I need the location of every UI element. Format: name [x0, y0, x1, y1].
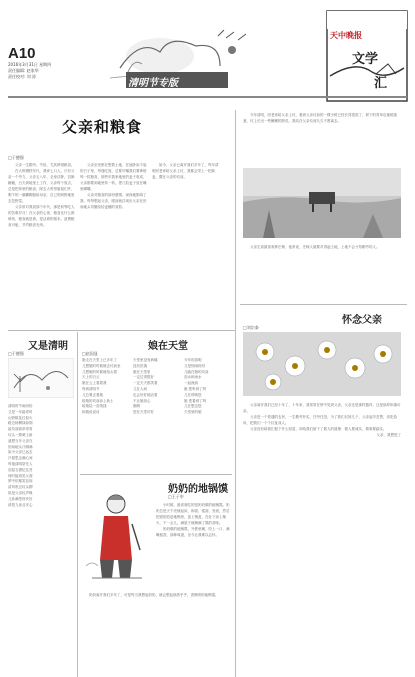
- column-divider: [235, 110, 236, 677]
- page-number: A10: [8, 45, 36, 62]
- meta-line: 责任编辑: 赵家华: [8, 68, 39, 73]
- poem-line: 您在天堂可好: [133, 410, 154, 415]
- poem-line: 山野桃花红似火: [8, 415, 33, 420]
- main-author: □于德强: [8, 155, 24, 160]
- poem-line: 清明时节雨纷纷: [8, 404, 33, 408]
- poem-line: 每逢清明祭先人: [8, 461, 33, 466]
- section-divider: [240, 304, 407, 305]
- poem-line: 儿孙满堂皆安好: [8, 496, 33, 501]
- guolu-caption-text: 奶奶离开我们多年了，可是每当我想起奶奶，就会想起那热乎乎、香喷喷的地锅馍。: [89, 593, 219, 597]
- huainian-paragraph: 父亲离开我们已经十年了，十年来，我常常在梦中见到父亲，父亲还是那样慈祥，还是那样和蔼可亲。: [243, 403, 401, 413]
- poem-line: 娘啊: [133, 404, 140, 409]
- right-paragraph: 今年清明，回老家给父亲上坟，看到父亲坟前的一棵小树已经长得很高了，树下的青草也郁郁葱葱，坟上长出一些嫩嫩的野花，我站在父亲坟前久久不愿离去。: [243, 113, 397, 123]
- poem-line: 又是细雨纷纷: [184, 363, 205, 368]
- poem-line: 似是父亲轻声唤: [8, 490, 33, 495]
- column-divider: [77, 332, 78, 677]
- main-paragraph: 父亲对粮食的那份感情，深深地影响了我，每每想起父亲，眼前就浮现出父亲在田间地头弯腰捡拾麦穗的身影。: [80, 193, 147, 209]
- poem-line: 娘在云上看着我: [82, 381, 107, 386]
- qingming-author: □于德强: [8, 351, 24, 356]
- poem-line: 何时能再见父面: [8, 473, 33, 478]
- qingming-ink-illustration: [8, 358, 74, 398]
- poem-line: 路边杨柳绿如烟: [8, 421, 33, 426]
- brand-subtitle: 汇: [374, 76, 388, 91]
- poem-line: 天上的白云: [82, 375, 100, 380]
- countryside-photo: [243, 168, 401, 238]
- main-column-3: [152, 162, 220, 180]
- poem-line: 给娘的坟前添上新土: [82, 398, 114, 403]
- huainian-paragraph: 父亲没有给我们留下什么财富，却给我们留下了做人的道理：做人要诚实，做事要踏实。: [250, 427, 387, 431]
- poem-line: 清风吹过坟头柳: [8, 485, 33, 490]
- daisy-flowers-photo: [243, 332, 401, 396]
- poem-line: 天堂里的娘: [184, 410, 202, 415]
- page-meta: [8, 62, 51, 80]
- huainian-author: □刘宗泰: [243, 325, 259, 330]
- guolu-caption: [82, 592, 232, 598]
- poem-line: 娘在天堂里: [133, 369, 151, 374]
- poem-line: 儿想娘的时候就去坟前坐: [82, 363, 121, 368]
- guolu-paragraph: 小时候，最喜欢吃的是奶奶做的地锅馍。奶奶总是天不亮就起床，和面、揉面、发面，然后把面团放进地锅里，盖上锅盖，在灶下添上柴火，不一会儿，满屋子就飘满了馍的香味。: [156, 503, 230, 525]
- poem-line: 儿在想念您: [184, 404, 202, 409]
- qingming-title: 又是清明: [28, 341, 68, 352]
- huainian-title: 怀念父亲: [342, 315, 382, 326]
- header-rule: [8, 96, 407, 98]
- banner-title: 清明节专版: [128, 78, 178, 89]
- qingming-banner-illustration: [100, 28, 265, 92]
- poem-line: 一定天天都笑着: [133, 381, 158, 386]
- poem-line: 田间地头汗淋漓: [8, 444, 33, 449]
- tiantang-column-3: [184, 358, 232, 416]
- guolu-paragraph: 奶奶做的地锅馍，外焦里嫩，咬上一口，满嘴留香，那种味道，至今让我难以忘怀。: [156, 527, 230, 537]
- main-paragraph: 父亲一生勤劳、节俭，尤其珍惜粮食。: [15, 163, 75, 167]
- right-story-top: [243, 112, 401, 124]
- poem-line: 泪湿衣襟忆往昔: [8, 467, 33, 472]
- huainian-body: [243, 402, 401, 438]
- tiantang-column-1: [82, 358, 130, 416]
- section-divider: [80, 474, 232, 475]
- poem-line: 一起流淌: [184, 381, 198, 386]
- poem-line: 儿想娘的时候就抬头看: [82, 369, 117, 374]
- poem-line: 请您九泉且安心: [8, 502, 33, 507]
- grandma-illustration: [82, 480, 150, 584]
- main-paragraph: 在大炼钢铁年代，我家七口人，只有父亲一个劳力，父亲五八年，全身浮肿，饥肠辘辘，白天到地里上工作，父亲每个饭点，总是把家里的粮食，除去大哥哥姐姐们外，剩下的一碗糊糊留给母亲，自己则到野地里去挖野菜。: [8, 169, 75, 203]
- poem-line: 不让娘担心: [133, 398, 151, 403]
- meta-line: 责任校对: 刘 涛: [8, 74, 36, 79]
- huainian-paragraph: 父亲是一个普通的农民，一生勤劳朴实，任劳任怨，为了我们兄妹几个，父亲起早贪黑，省吃俭用，把我们一个个拉扯成人。: [243, 415, 397, 425]
- poem-line: 和娘说说话: [82, 410, 100, 415]
- poem-line: 一定过得很好: [133, 375, 154, 380]
- huainian-sign: 父亲，我想您了: [376, 433, 401, 437]
- poem-line: 娘 您听到了吗: [184, 386, 207, 391]
- poem-line: 娘 您看到了吗: [184, 398, 207, 403]
- meta-line: 2016年3月31日 星期四: [8, 62, 52, 67]
- poem-line: 儿在人间: [133, 386, 147, 391]
- poem-line: 没有饥饿: [133, 363, 147, 368]
- tiantang-column-2: [133, 358, 181, 416]
- poem-line: 如今父亲已远去: [8, 450, 33, 455]
- qingming-poem: [8, 404, 74, 508]
- guolu-body: [156, 502, 232, 538]
- main-paragraph: 如今，父亲已离开我们多年了，每年清明回老家给父亲上坟，我都会带上一把新麦，撒在父亲的坟前。: [152, 163, 219, 179]
- poem-line: 儿在呼唤您: [184, 392, 202, 397]
- poem-line: 坟头一捧黄土新: [8, 432, 33, 437]
- guolu-author: □王子申: [168, 494, 184, 499]
- right-story-bottom: [243, 244, 401, 250]
- brand-logo: 天中晚报: [330, 31, 362, 40]
- brand-title: 文学: [352, 52, 379, 67]
- poem-line: 娘走在天堂上已多年了: [82, 358, 117, 362]
- poem-line: 遥想当年父亲在: [8, 438, 33, 443]
- main-column-1: [8, 162, 75, 228]
- poem-line: 今年的清明: [184, 358, 202, 362]
- poem-line: 又是一年踏青时: [8, 409, 33, 414]
- main-column-2: [80, 162, 148, 210]
- main-paragraph: 父亲常对我说那个年代，那是何等吃人的苦难岁月！在父亲的心里，粮食比什么都珍贵，粮食就是命，是活命的根本，浪费粮食可耻，节约粮食光荣。: [8, 205, 75, 227]
- tiantang-author: □赵国显: [82, 351, 98, 356]
- poem-line: 每到清明节: [82, 386, 100, 391]
- main-paragraph: 父亲至死都在想着土地，在他卧床不起的日子里，每逢吃饭，总要叮嘱我们要珍惜每一粒粮食，那些年我家地里的麦子收成，父亲都要到地里转一转，捏几粒麦子放在嘴里嚼嚼。: [80, 163, 147, 191]
- guolu-title: 奶奶的地锅馍: [168, 484, 228, 495]
- poem-line: 也会好好地活着: [133, 392, 158, 397]
- poem-line: 儿总要去看娘: [82, 392, 103, 397]
- main-headline: 父亲和粮食: [62, 118, 143, 136]
- poem-line: 只留思念满心间: [8, 456, 33, 461]
- poem-line: 泪水和雨水: [184, 375, 202, 380]
- poem-line: 给娘烧一沓纸钱: [82, 404, 107, 409]
- poem-line: 儿跪在娘的坟前: [184, 369, 209, 374]
- section-divider: [8, 330, 235, 331]
- tiantang-title: 娘在天堂: [148, 341, 188, 352]
- right-paragraph: 父亲生前最喜欢种庄稼，他常说，庄稼人就要对得起土地，土地不会亏待勤劳的人。: [250, 245, 380, 249]
- poem-line: 梦中依稀笑容现: [8, 479, 33, 484]
- poem-line: 祖坟前面草青青: [8, 427, 33, 432]
- poem-line: 天堂里没有病痛: [133, 358, 158, 362]
